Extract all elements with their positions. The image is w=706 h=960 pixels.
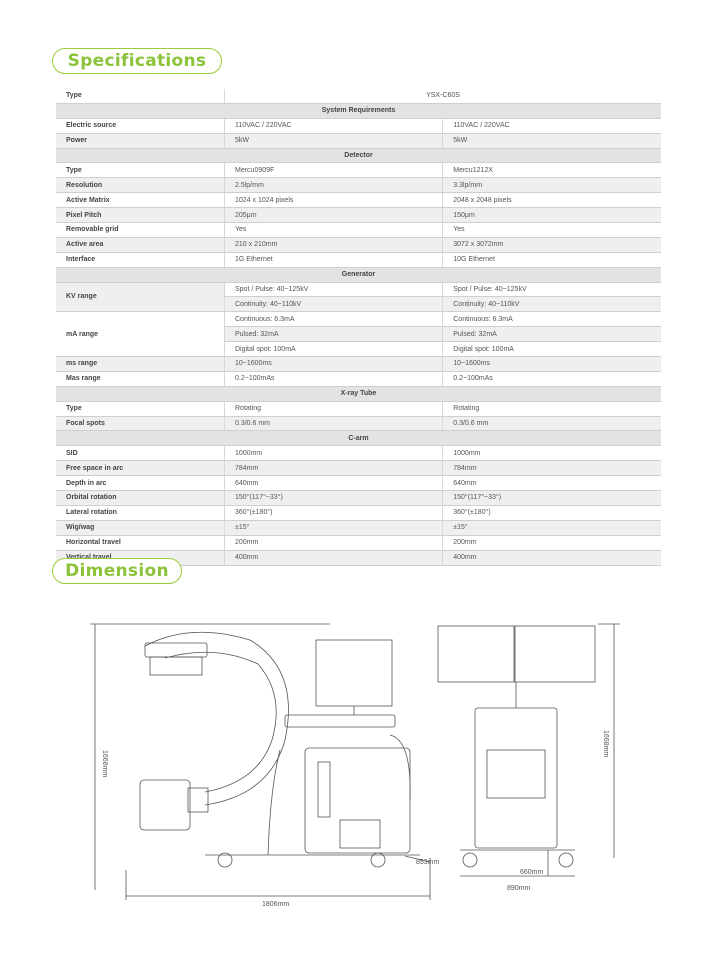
table-row: Interface 1G Ethernet 10G Ethernet — [56, 252, 661, 267]
section-header-xray-tube: X-ray Tube — [56, 386, 661, 401]
table-row: Lateral rotation 360°(±180°) 360°(±180°) — [56, 505, 661, 520]
wheel-label-carm: 853mm — [416, 859, 440, 866]
table-row: SID 1000mm 1000mm — [56, 446, 661, 461]
table-row: Resolution 2.5lp/mm 3.3lp/mm — [56, 178, 661, 193]
table-row: mA range Continuous: 6.3mA Continuous: 6.3mA — [56, 312, 661, 327]
cart-monitor-right — [515, 626, 595, 682]
table-row: Active Matrix 1024 x 1024 pixels 2048 x 2048 pixels — [56, 193, 661, 208]
table-row: Continuity: 40~110kV Continuity: 40~110kV — [56, 297, 661, 312]
cart-wheel-left — [463, 853, 477, 867]
section-header-detector: Detector — [56, 148, 661, 163]
section-header-generator: Generator — [56, 267, 661, 282]
table-row: Type Rotating Rotating — [56, 401, 661, 416]
height-label-left: 1668mm — [101, 750, 108, 778]
support-arm — [285, 715, 395, 727]
section-header-system: System Requirements — [56, 103, 661, 118]
dimension-drawing — [0, 600, 706, 940]
table-row: Active area 210 x 210mm 3072 x 3072mm — [56, 237, 661, 252]
cart-wheel-right — [559, 853, 573, 867]
table-row: Power 5kW 5kW — [56, 133, 661, 148]
table-row: Type Mercu0909F Mercu1212X — [56, 163, 661, 178]
table-row: 400mm 400mm — [56, 550, 661, 565]
main-cabinet — [305, 748, 410, 853]
table-row: Free space in arc 784mm 784mm — [56, 461, 661, 476]
x-ray-tube-housing — [140, 780, 190, 830]
width-label-cart: 890mm — [507, 885, 531, 892]
width-label-carm: 1806mm — [262, 901, 290, 908]
detector-housing — [150, 657, 202, 675]
table-row: ms range 10~1600ms 10~1600ms — [56, 357, 661, 372]
vent-grille — [340, 820, 380, 848]
c-arc-outer — [145, 632, 288, 805]
dimension-heading — [52, 558, 182, 584]
table-row: KV range Spot / Pulse: 40~125kV Spot / Pulse: 40~125kV — [56, 282, 661, 297]
table-row: Pixel Pitch 205μm 150μm — [56, 208, 661, 223]
monitor — [316, 640, 392, 706]
cart-panel — [487, 750, 545, 798]
table-row: Electric source 110VAC / 220VAC 110VAC / 220VAC — [56, 118, 661, 133]
table-row: Orbital rotation 150°(117°~33°) 150°(117°~33°) — [56, 491, 661, 506]
height-label-right: 1668mm — [602, 730, 609, 758]
wheel-label-cart: 660mm — [520, 869, 544, 876]
control-panel — [318, 762, 330, 817]
specifications-table — [56, 89, 661, 566]
table-row: Mas range 0.2~100mAs 0.2~100mAs — [56, 371, 661, 386]
c-arc-inner — [165, 652, 276, 792]
monitor-cart — [438, 626, 595, 876]
section-header-c-arm: C-arm — [56, 431, 661, 446]
handle — [390, 735, 410, 800]
specifications-title: Specifications — [67, 51, 207, 71]
table-row: Focal spots 0.3/0.6 mm 0.3/0.6 mm — [56, 416, 661, 431]
table-row: Removable grid Yes Yes — [56, 223, 661, 238]
table-row: Wig/wag ±15° ±15° — [56, 520, 661, 535]
cart-monitor-left — [438, 626, 514, 682]
c-arm-machine — [140, 632, 420, 867]
image-intensifier — [145, 643, 207, 657]
table-row: Digital spot: 100mA Digital spot: 100mA — [56, 342, 661, 357]
table-row: Horizontal travel 200mm 200mm — [56, 535, 661, 550]
table-row: Type YSX-C60S — [56, 89, 661, 103]
table-row: Depth in arc 640mm 640mm — [56, 476, 661, 491]
dimension-title: Dimension — [65, 561, 169, 581]
table-row: Pulsed: 32mA Pulsed: 32mA — [56, 327, 661, 342]
specifications-heading — [52, 48, 222, 74]
